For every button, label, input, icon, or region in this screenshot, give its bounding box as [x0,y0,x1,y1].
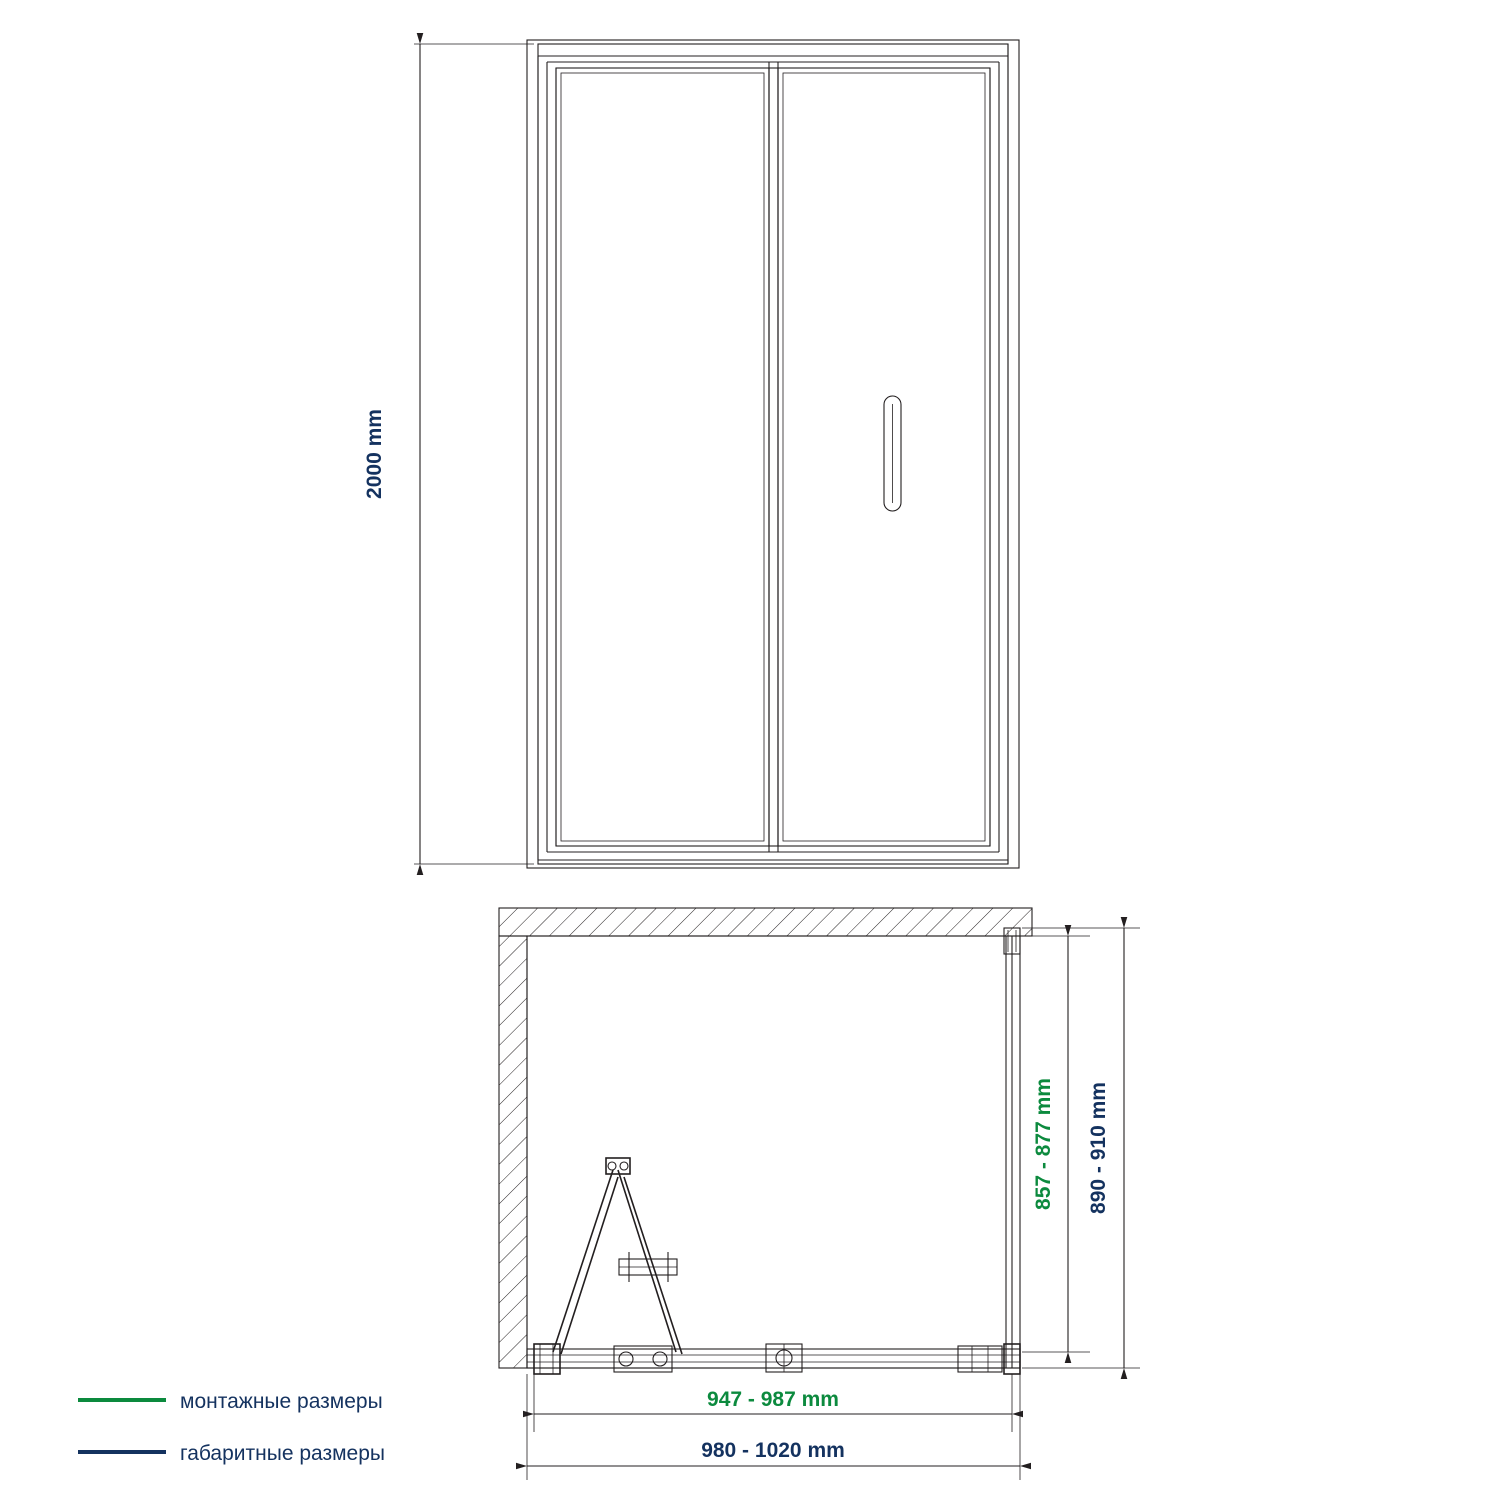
depth-inner-label: 857 - 877 mm [1032,1078,1055,1210]
dimension-width-inner [534,1374,1012,1432]
dimension-height-2000 [363,44,534,864]
legend-item-overall [78,1442,385,1465]
legend-label-overall: габаритные размеры [180,1442,385,1465]
legend-label-mounting: монтажные размеры [180,1390,383,1413]
plan-handle-icon [619,1252,677,1282]
legend [78,1390,385,1465]
width-inner-label: 947 - 987 mm [707,1388,839,1411]
plan-view [499,908,1140,1480]
depth-outer-label: 890 - 910 mm [1087,1082,1110,1214]
bottom-rail-assembly [527,1344,1020,1374]
door-handle-icon [884,396,901,511]
wall-hatching-top [499,908,1032,936]
wall-hatching-left [499,936,527,1368]
dimension-depth-inner [1022,936,1090,1352]
front-elevation-view [363,40,1019,868]
width-outer-label: 980 - 1020 mm [701,1439,845,1462]
height-dimension-label: 2000 mm [363,409,386,499]
folded-door-leaves [553,1158,682,1354]
legend-item-mounting [78,1390,383,1413]
